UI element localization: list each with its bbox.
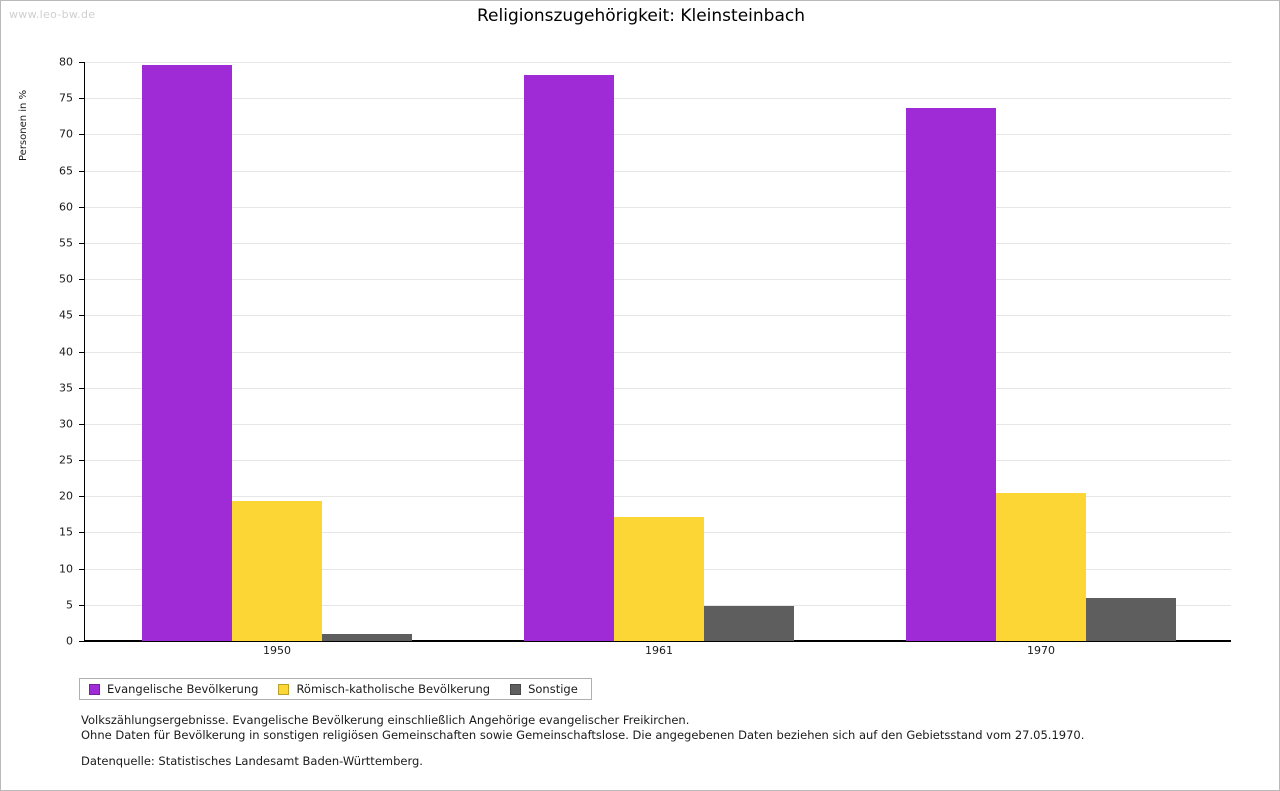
- bar: [232, 501, 322, 641]
- page-title: Religionszugehörigkeit: Kleinsteinbach: [477, 6, 805, 26]
- y-tick-label: 35: [59, 381, 73, 395]
- y-tick-label: 15: [59, 525, 73, 539]
- y-tick-label: 40: [59, 345, 73, 358]
- y-tick-label: 0: [66, 634, 73, 648]
- y-tick-label: 55: [59, 236, 73, 250]
- watermark-label: www.leo-bw.de: [9, 8, 96, 21]
- gridline: [85, 315, 1231, 316]
- y-tick-mark: [79, 569, 85, 570]
- gridline: [85, 460, 1231, 461]
- y-tick-mark: [79, 98, 85, 99]
- legend-item[interactable]: [510, 682, 578, 696]
- y-tick-mark: [79, 352, 85, 353]
- gridline: [85, 243, 1231, 244]
- bar: [704, 606, 794, 641]
- data-source-note: Datenquelle: Statistisches Landesamt Baden-Württemberg.: [81, 754, 423, 768]
- y-tick-label: 5: [66, 598, 73, 612]
- chart-legend: [79, 678, 592, 700]
- legend-item[interactable]: [89, 682, 258, 696]
- x-tick-label: 1970: [1027, 644, 1055, 657]
- y-tick-mark: [79, 388, 85, 389]
- gridline: [85, 171, 1231, 172]
- bar: [524, 75, 614, 641]
- y-tick-mark: [79, 424, 85, 425]
- legend-item-label: Römisch-katholische Bevölkerung: [296, 682, 491, 696]
- y-tick-mark: [79, 279, 85, 280]
- y-tick-label: 45: [59, 308, 73, 322]
- y-tick-label: 30: [59, 417, 73, 431]
- y-tick-label: 25: [59, 453, 73, 467]
- y-tick-mark: [79, 315, 85, 316]
- y-tick-mark: [79, 460, 85, 461]
- y-tick-mark: [79, 496, 85, 497]
- gridline: [85, 98, 1231, 99]
- footnote-line-2: Ohne Daten für Bevölkerung in sonstigen religiösen Gemeinschaften sowie Gemeinschaftslose. Die angegebenen Daten beziehen sich auf den Gebietsstand vom 27.05.1970.: [81, 728, 1085, 742]
- bar: [1086, 598, 1176, 641]
- y-tick-label: 60: [59, 200, 73, 214]
- x-tick-label: 1950: [263, 644, 291, 657]
- chart-footnotes: [81, 713, 1241, 743]
- legend-swatch-icon: [278, 684, 289, 695]
- y-axis-label: [5, 61, 29, 181]
- legend-swatch-icon: [510, 684, 521, 695]
- bar: [142, 65, 232, 641]
- footnote-line-1: Volkszählungsergebnisse. Evangelische Bevölkerung einschließlich Angehörige evangelischer Freikirchen.: [81, 713, 690, 727]
- y-tick-mark: [79, 641, 85, 642]
- y-tick-label: 75: [59, 91, 73, 105]
- gridline: [85, 352, 1231, 353]
- legend-item-label: Evangelische Bevölkerung: [107, 682, 259, 696]
- y-tick-label: 20: [59, 489, 73, 503]
- bar: [614, 517, 704, 641]
- bar: [996, 493, 1086, 641]
- gridline: [85, 388, 1231, 389]
- gridline: [85, 207, 1231, 208]
- gridline: [85, 279, 1231, 280]
- gridline: [85, 62, 1231, 63]
- y-tick-mark: [79, 134, 85, 135]
- x-tick-label: 1961: [645, 644, 673, 657]
- y-tick-mark: [79, 532, 85, 533]
- y-tick-label: 10: [59, 562, 73, 576]
- legend-item-label: Sonstige: [528, 682, 578, 696]
- y-tick-label: 80: [59, 55, 73, 69]
- y-tick-mark: [79, 207, 85, 208]
- y-tick-label: 50: [59, 272, 73, 286]
- gridline: [85, 134, 1231, 135]
- y-axis-label-text: Personen in %: [18, 89, 29, 161]
- y-tick-mark: [79, 171, 85, 172]
- y-tick-mark: [79, 62, 85, 63]
- legend-item[interactable]: [278, 682, 490, 696]
- y-tick-mark: [79, 605, 85, 606]
- gridline: [85, 424, 1231, 425]
- legend-swatch-icon: [89, 684, 100, 695]
- bar: [322, 634, 412, 641]
- y-tick-mark: [79, 243, 85, 244]
- y-tick-label: 65: [59, 164, 73, 178]
- bar: [906, 108, 996, 641]
- y-tick-label: 70: [59, 127, 73, 141]
